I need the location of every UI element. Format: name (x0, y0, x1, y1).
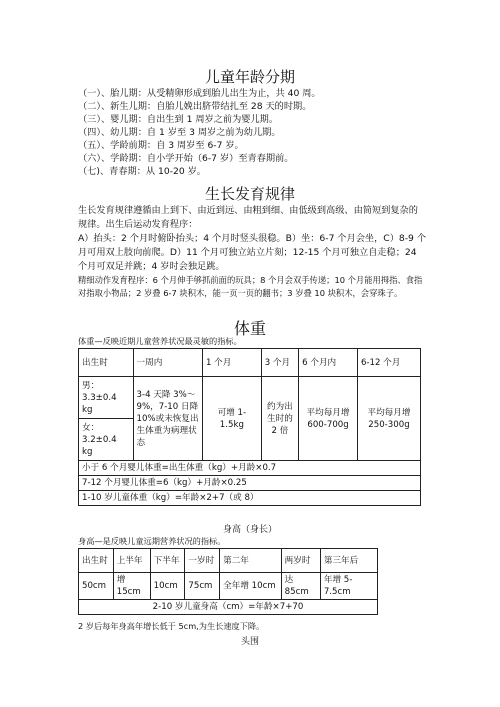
age-period-item: （四）、幼儿期：自 1 岁至 3 周岁之前为幼儿期。 (78, 127, 281, 138)
weight-week-value: 3-4 天降 3%～9%，7-10 日降 10%或未恢复出生体重为病理状态 (133, 377, 202, 461)
height-two-years-value: 达 85cm (281, 573, 320, 600)
height-formula: 2-10 岁儿童身高（cm）=年龄×7+70 (79, 600, 378, 615)
height-header-second-half: 下半年 (150, 549, 185, 573)
age-period-item: （五）、学龄前期：自 3 周岁至 6-7 岁。 (78, 140, 244, 151)
height-header-two-years: 两岁时 (281, 549, 320, 573)
growth-paragraph-3: 精细动作发育程序：6 个月伸手够抓前面的玩具；8 个月会双手传递；10 个月能用拇指、食指对指取小物品；2 岁叠 6-7 块积木，能一页一页的翻书；3 岁叠 10 块积木，会穿珠子。 (78, 275, 423, 298)
growth-paragraph-2: A）抬头：2 个月时俯卧抬头；4 个月时竖头很稳。B）坐：6-7 个月会坐，C）8-9 个月可用双上肢向前爬。D）11 个月可独立站立片刻；12-15 个月可独立自走稳；24 个月可双足并跳；4 岁时会独足跳。 (78, 233, 427, 272)
age-period-list (78, 87, 321, 178)
height-header-birth: 出生时 (79, 549, 114, 573)
weight-header-month6: 6 个月内 (299, 349, 358, 377)
weight-month3-value: 约为出生时的 2 倍 (261, 377, 298, 461)
weight-formula-3: 1-10 岁儿童体重（kg）=年龄×2+7（或 8） (79, 491, 421, 506)
growth-paragraph-1: 生长发育规律遵循由上到下、由近到远、由粗到细、由低级到高级、由简短到复杂的规律。出生后运动发育程序： (78, 205, 418, 230)
height-header-after-three: 第三年后 (320, 549, 377, 573)
height-header-one-year: 一岁时 (185, 549, 220, 573)
height-note: 2 岁后每年身高年增长低于 5cm,为生长速度下降。 (78, 621, 265, 631)
height-one-year-value: 75cm (185, 573, 220, 600)
height-second-half-value: 10cm (150, 573, 185, 600)
weight-header-month3: 3 个月 (261, 349, 298, 377)
age-period-item: （一）、胎儿期：从受精卵形成到胎儿出生为止，共 40 周。 (78, 88, 321, 99)
age-period-item: （三）、婴儿期：自出生到 1 周岁之前为婴儿期。 (78, 114, 279, 125)
weight-male: 男：3.3±0.4 kg (79, 377, 134, 419)
weight-table (78, 348, 421, 506)
weight-header-week: 一周内 (133, 349, 202, 377)
height-header-first-half: 上半年 (113, 549, 150, 573)
weight-formula-2: 7-12 个月婴儿体重=6（kg）+月龄×0.25 (79, 476, 421, 491)
age-period-item: （二）、新生儿期：自胎儿娩出脐带结扎至 28 天的时期。 (78, 101, 312, 112)
weight-month1-value: 可增 1-1.5kg (202, 377, 261, 461)
title-height: 身高（身长） (222, 525, 277, 535)
height-birth-value: 50cm (79, 573, 114, 600)
weight-header-birth: 出生时 (79, 349, 134, 377)
title-age-periods: 儿童年龄分期 (204, 68, 295, 86)
title-weight: 体重 (233, 319, 266, 338)
height-header-second-year: 第二年 (220, 549, 282, 573)
age-period-item: （七)、青春期：从 10-20 岁。 (78, 166, 206, 177)
title-growth-rules: 生长发育规律 (204, 185, 295, 203)
weight-header-month1: 1 个月 (202, 349, 261, 377)
weight-female: 女：3.2±0.4 kg (79, 419, 134, 461)
age-period-item: （六）、学龄期：自小学开始（6-7 岁）至青春期前。 (78, 153, 294, 164)
height-intro: 身高—是反映儿童远期营养状况的指标。 (78, 536, 226, 546)
next-heading-head-circumference: 头围 (240, 637, 259, 647)
weight-month6-value: 平均每月增 600-700g (299, 377, 358, 461)
weight-header-month12: 6-12 个月 (357, 349, 420, 377)
height-first-half-value: 增 15cm (113, 573, 150, 600)
weight-formula-1: 小于 6 个月婴儿体重=出生体重（kg）+月龄×0.7 (79, 461, 421, 476)
height-second-year-value: 全年增 10cm (220, 573, 282, 600)
weight-month12-value: 平均每月增 250-300g (357, 377, 420, 461)
height-table (78, 548, 378, 615)
height-after-three-value: 年增 5-7.5cm (320, 573, 377, 600)
weight-intro: 体重—反映近期儿童营养状况最灵敏的指标。 (78, 336, 242, 346)
